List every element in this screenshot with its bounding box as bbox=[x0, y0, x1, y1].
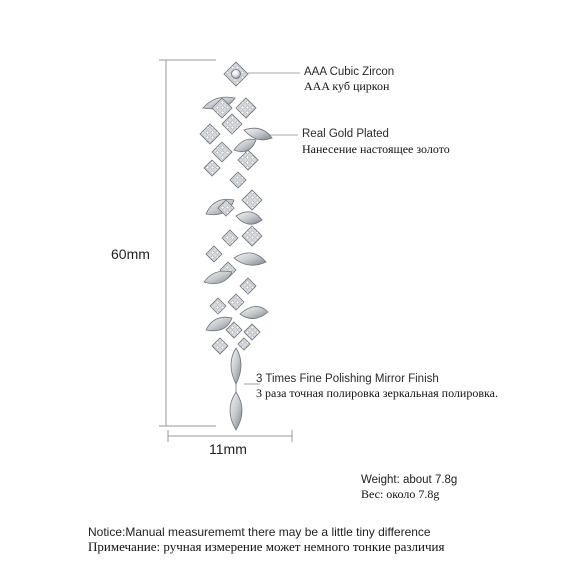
height-label: 60mm bbox=[111, 246, 150, 262]
callout-polish-en: 3 Times Fine Polishing Mirror Finish bbox=[256, 373, 439, 385]
notice-ru: Примечание: ручная измерение может немного тонкие различия bbox=[88, 539, 445, 554]
callout-zircon-en: AAA Cubic Zircon bbox=[304, 66, 395, 78]
weight-ru: Вес: около 7.8g bbox=[361, 487, 440, 501]
callout-gold-ru: Нанесение настоящее золото bbox=[302, 142, 450, 156]
notice-en: Notice:Manual measurememt there may be a little tiny difference bbox=[88, 525, 431, 539]
weight-en: Weight: about 7.8g bbox=[361, 474, 458, 486]
callout-polish-ru: 3 раза точная полировка зеркальная полировка. bbox=[256, 386, 498, 400]
callout-zircon-ru: AAA куб циркон bbox=[304, 79, 390, 93]
height-dimension-line bbox=[159, 60, 216, 426]
width-label: 11mm bbox=[209, 441, 247, 457]
callout-gold-en: Real Gold Plated bbox=[302, 128, 389, 140]
